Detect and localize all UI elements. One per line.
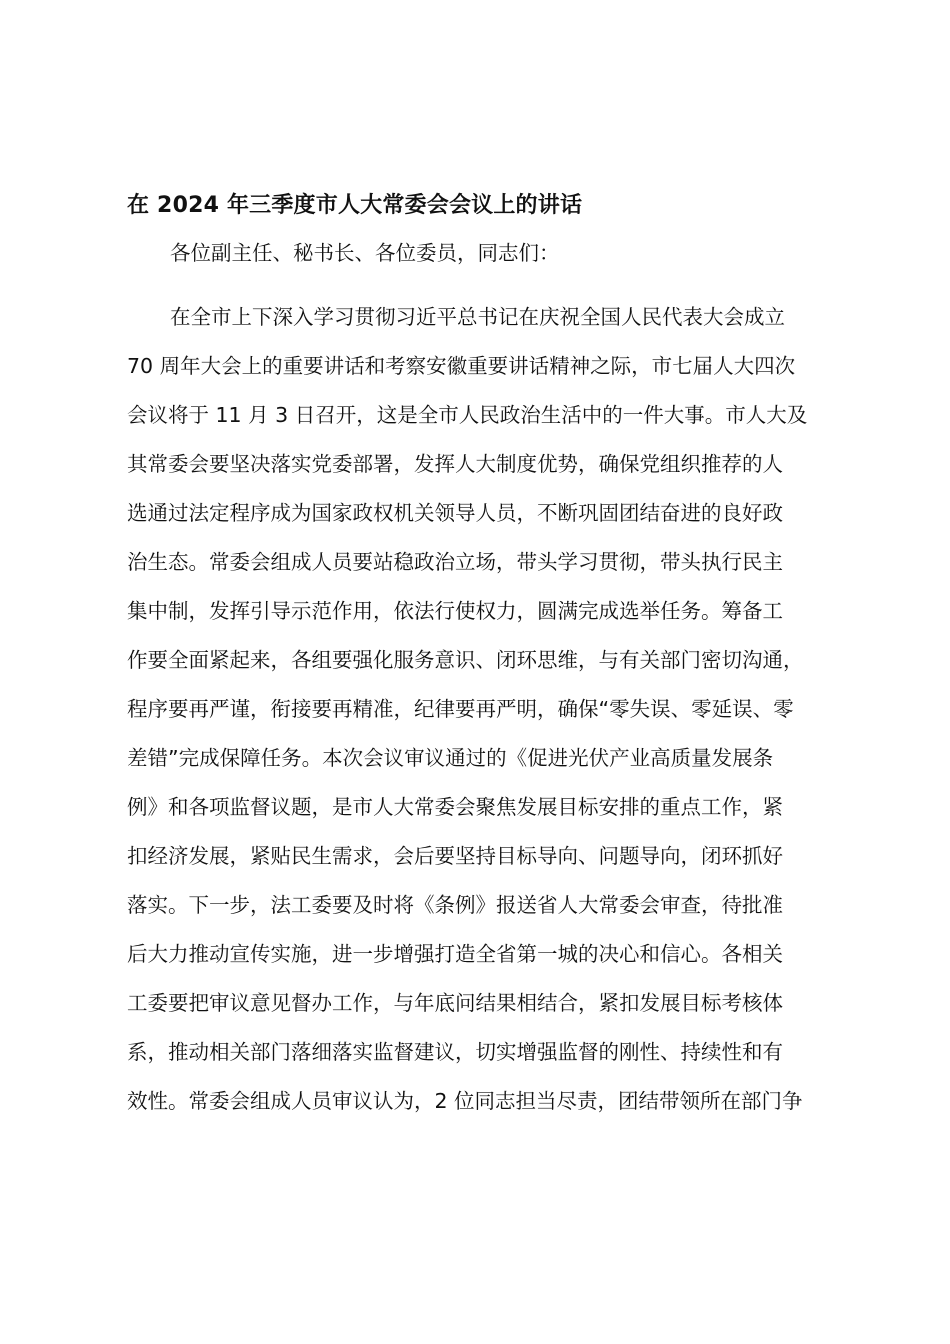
text-line-6: 治生态。常委会组成人员要站稳政治立场，带头学习贯彻，带头执行民主 [127, 550, 783, 574]
text-line-7: 集中制，发挥引导示范作用，依法行使权力，圆满完成选举任务。筹备工 [127, 599, 783, 623]
text-line-13: 落实。下一步，法工委要及时将《条例》报送省人大常委会审查，待批准 [127, 893, 783, 917]
text-line-17: 效性。常委会组成人员审议认为，2 位同志担当尽责，团结带领所在部门争 [127, 1089, 803, 1113]
text-line-11: 例》和各项监督议题，是市人大常委会聚焦发展目标安排的重点工作，紧 [127, 795, 783, 819]
salutation: 各位副主任、秘书长、各位委员，同志们： [170, 241, 560, 265]
text-line-4: 其常委会要坚决落实党委部署，发挥人大制度优势，确保党组织推荐的人 [127, 452, 783, 476]
text-line-9: 程序要再严谨，衔接要再精准，纪律要再严明，确保“零失误、零延误、零 [127, 697, 794, 721]
text-line-16: 系，推动相关部门落细落实监督建议，切实增强监督的刚性、持续性和有 [127, 1040, 783, 1064]
text-line-14: 后大力推动宣传实施，进一步增强打造全省第一城的决心和信心。各相关 [127, 942, 783, 966]
text-line-5: 选通过法定程序成为国家政权机关领导人员，不断巩固团结奋进的良好政 [127, 501, 783, 525]
body-paragraph [127, 297, 827, 1130]
text-line-8: 作要全面紧起来，各组要强化服务意识、闭环思维，与有关部门密切沟通， [127, 648, 804, 672]
text-line-15: 工委要把审议意见督办工作，与年底问结果相结合，紧扣发展目标考核体 [127, 991, 783, 1015]
text-line-10: 差错”完成保障任务。本次会议审议通过的《促进光伏产业高质量发展条 [127, 746, 774, 770]
text-line-3: 会议将于 11 月 3 日召开，这是全市人民政治生活中的一件大事。市人大及 [127, 403, 808, 427]
text-line-12: 扣经济发展，紧贴民生需求，会后要坚持目标导向、问题导向，闭环抓好 [127, 844, 783, 868]
text-line-1: 在全市上下深入学习贯彻习近平总书记在庆祝全国人民代表大会成立 [170, 305, 785, 329]
document-title: 在 2024 年三季度市人大常委会会议上的讲话 [127, 193, 583, 218]
text-line-2: 70 周年大会上的重要讲话和考察安徽重要讲话精神之际，市七届人大四次 [127, 354, 796, 378]
